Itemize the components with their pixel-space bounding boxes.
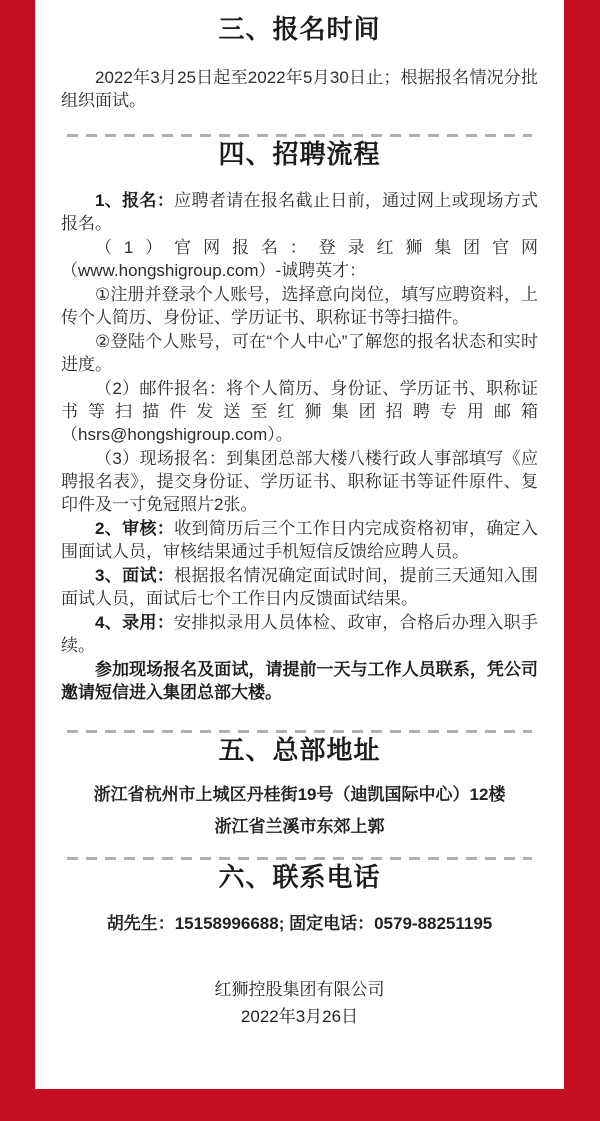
section-registration-time — [61, 12, 538, 112]
process-paragraph: 4、录用：安排拟录用人员体检、政审，合格后办理入职手续。 — [61, 613, 538, 655]
signature-block — [61, 976, 538, 1030]
process-paragraph: （2）邮件报名：将个人简历、身份证、学历证书、职称证书等扫描件发送至红狮集团招聘专用邮箱（hsrs@hongshigroup.com）。 — [61, 379, 538, 444]
process-paragraph: ②登陆个人账号，可在“个人中心”了解您的报名状态和实时进度。 — [61, 332, 538, 374]
section-recruitment-process — [61, 137, 538, 704]
recruitment-process-title: 四、招聘流程 — [218, 139, 381, 169]
process-paragraph: 3、面试：根据报名情况确定面试时间，提前三天通知入围面试人员，面试后七个工作日内反馈面试结果。 — [61, 566, 538, 608]
registration-time-title: 三、报名时间 — [218, 14, 381, 44]
hq-address-line-hangzhou: 浙江省杭州市上城区丹桂街19号（迪凯国际中心）12楼 — [93, 785, 506, 804]
contact-phone-title: 六、联系电话 — [218, 862, 381, 892]
process-paragraph: （1）官网报名：登录红狮集团官网（www.hongshigroup.com）-诚聘英才： — [61, 238, 538, 280]
process-paragraph: 1、报名：应聘者请在报名截止日前，通过网上或现场方式报名。 — [61, 191, 538, 233]
contact-phone-line: 胡先生：15158996688; 固定电话：0579-88251195 — [106, 914, 493, 933]
process-paragraph: 参加现场报名及面试，请提前一天与工作人员联系，凭公司邀请短信进入集团总部大楼。 — [61, 660, 538, 702]
hq-address-title: 五、总部地址 — [218, 735, 381, 765]
process-paragraph: 2、审核：收到简历后三个工作日内完成资格初审，确定入围面试人员，审核结果通过手机短信反馈给应聘人员。 — [61, 519, 538, 561]
registration-time-paragraph: 2022年3月25日起至2022年5月30日止；根据报名情况分批组织面试。 — [61, 68, 538, 110]
notice-date: 2022年3月26日 — [240, 1007, 359, 1026]
notice-content-area — [35, 0, 564, 1089]
process-paragraph: ①注册并登录个人账号，选择意向岗位，填写应聘资料，上传个人简历、身份证、学历证书、职称证书等扫描件。 — [61, 285, 538, 327]
hq-address-lines — [61, 779, 538, 843]
hq-address-line-lanxi: 浙江省兰溪市东郊上郭 — [214, 817, 385, 836]
process-paragraph: （3）现场报名：到集团总部大楼八楼行政人事部填写《应聘报名表》，提交身份证、学历证书、职称证书等证件原件、复印件及一寸免冠照片2张。 — [61, 449, 538, 514]
company-name: 红狮控股集团有限公司 — [214, 980, 385, 999]
section-contact-phone — [61, 860, 538, 940]
section-hq-address — [61, 733, 538, 843]
recruitment-process-paragraphs — [61, 189, 538, 704]
